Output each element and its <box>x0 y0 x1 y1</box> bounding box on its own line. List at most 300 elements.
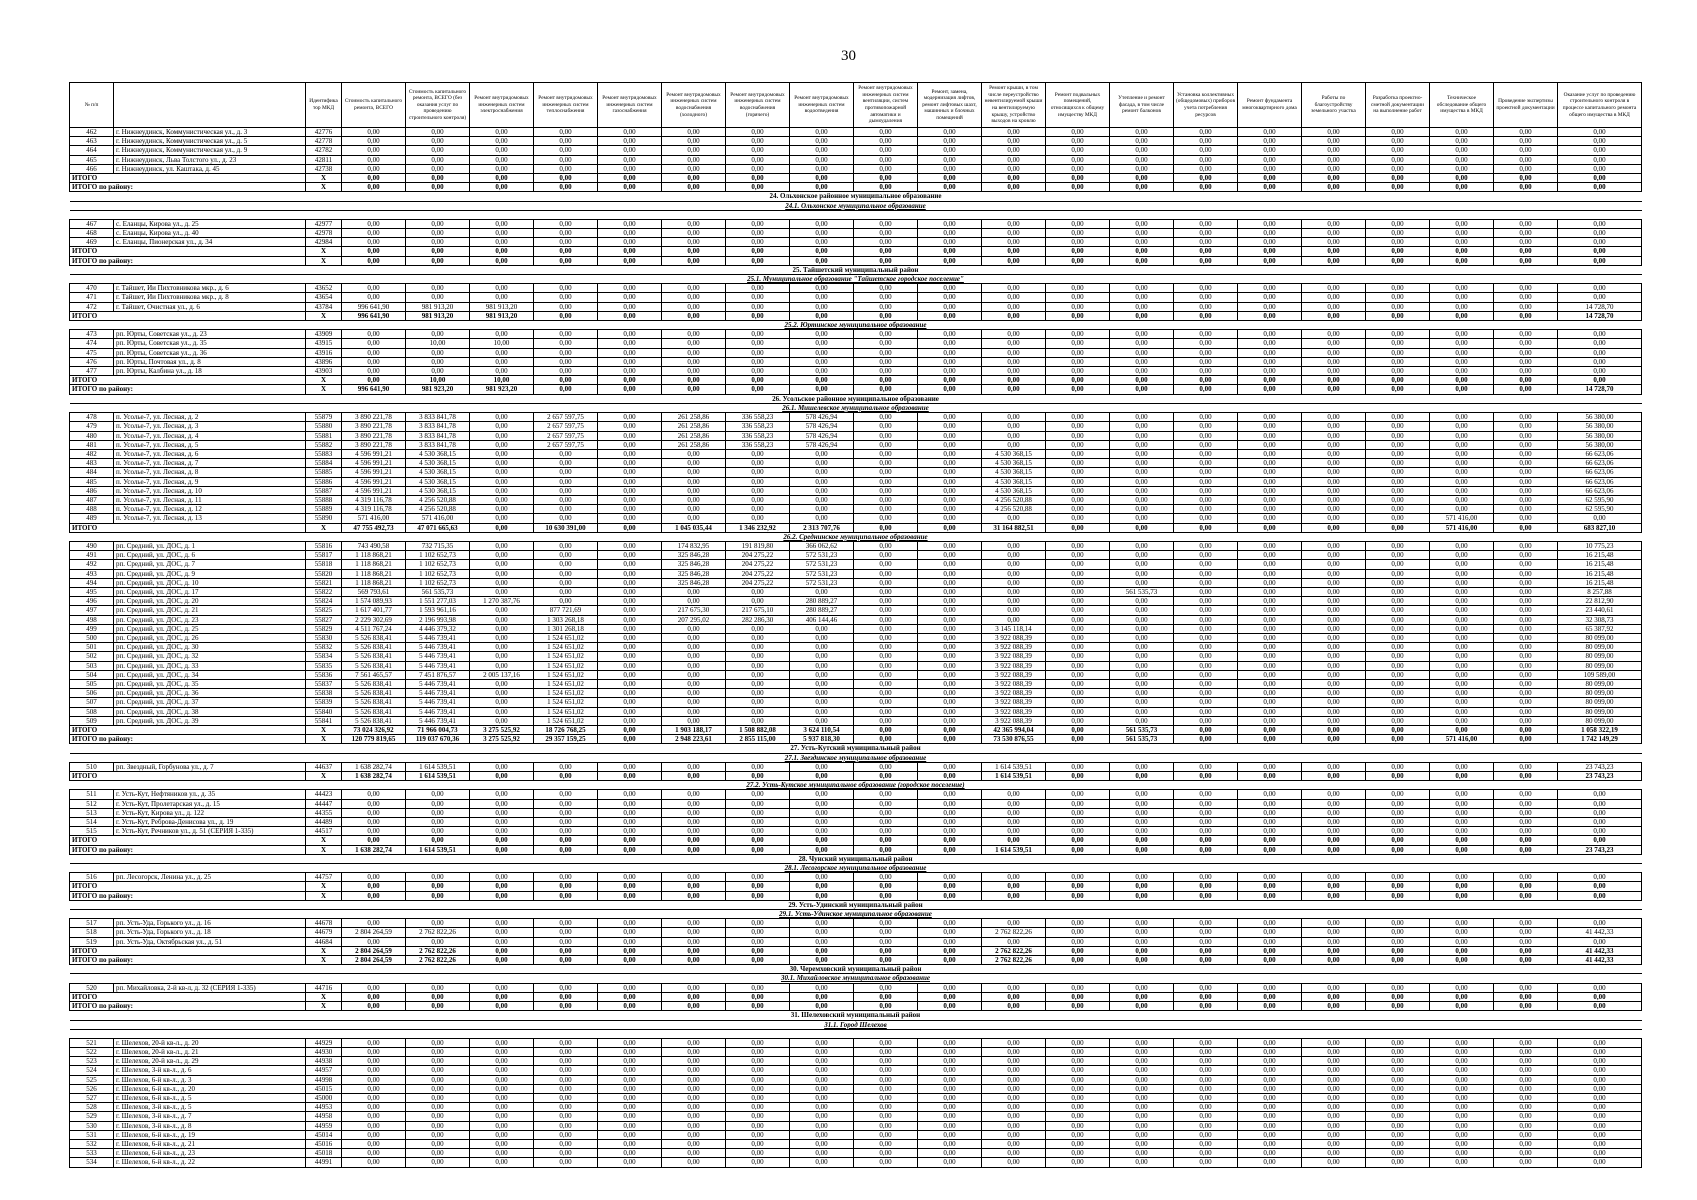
table-cell: 0,00 <box>854 1084 918 1093</box>
table-cell: 0,00 <box>534 1038 598 1047</box>
table-cell: 0,00 <box>790 367 854 376</box>
table-cell: 43915 <box>306 339 342 348</box>
table-cell: 0,00 <box>406 330 470 339</box>
table-cell: 981 913,20 <box>470 302 534 311</box>
table-cell: 0,00 <box>790 256 854 265</box>
table-cell: 501 <box>70 643 114 652</box>
table-cell: 504 <box>70 670 114 679</box>
table-cell: 0,00 <box>470 790 534 799</box>
table-cell: 0,00 <box>1110 928 1174 937</box>
table-cell: 0,00 <box>982 919 1046 928</box>
table-cell: 0,00 <box>1238 652 1302 661</box>
table-cell: 0,00 <box>726 1038 790 1047</box>
address-cell: рп. Средний, ул. ДОС, д. 32 <box>114 652 306 661</box>
table-cell: 0,00 <box>406 1084 470 1093</box>
table-cell: 0,00 <box>598 505 662 514</box>
table-cell: 0,00 <box>790 992 854 1001</box>
table-cell: 261 258,86 <box>662 440 726 449</box>
table-cell: 0,00 <box>1302 799 1366 808</box>
table-cell: 0,00 <box>534 983 598 992</box>
table-cell: 0,00 <box>726 385 790 394</box>
address-cell: г. Тайшет, Очистная ул., д. 6 <box>114 302 306 311</box>
table-cell: 3 922 088,39 <box>982 679 1046 688</box>
table-cell: 0,00 <box>1558 219 1642 228</box>
table-cell: 0,00 <box>918 670 982 679</box>
table-cell: 476 <box>70 357 114 366</box>
table-cell: 0,00 <box>918 597 982 606</box>
table-cell: 0,00 <box>1046 1130 1110 1139</box>
heading-text: 28.1. Лесогорское муниципальное образование <box>70 864 1642 873</box>
total-label: ИТОГО <box>70 882 306 891</box>
total-row <box>70 385 1642 394</box>
table-cell: 0,00 <box>1366 597 1430 606</box>
table-cell: 3 922 088,39 <box>982 698 1046 707</box>
table-cell: 0,00 <box>534 164 598 173</box>
table-cell: 0,00 <box>1430 790 1494 799</box>
table-cell: 0,00 <box>1110 679 1174 688</box>
table-cell: 0,00 <box>1494 293 1558 302</box>
table-cell: 0,00 <box>534 128 598 137</box>
table-cell: 0,00 <box>470 1084 534 1093</box>
table-cell: 0,00 <box>1046 983 1110 992</box>
table-cell: 0,00 <box>1366 311 1430 320</box>
table-cell: 0,00 <box>1430 449 1494 458</box>
table-cell: 506 <box>70 689 114 698</box>
table-cell: 4 596 991,21 <box>342 468 406 477</box>
table-cell: 0,00 <box>342 827 406 836</box>
table-cell: 0,00 <box>1046 551 1110 560</box>
table-cell: 0,00 <box>1238 256 1302 265</box>
table-cell: 0,00 <box>1558 992 1642 1001</box>
table-cell: 10 630 391,00 <box>534 523 598 532</box>
table-cell: 0,00 <box>598 661 662 670</box>
total-row <box>70 523 1642 532</box>
table-cell: 0,00 <box>1046 1075 1110 1084</box>
table-row <box>70 808 1642 817</box>
table-cell: 496 <box>70 597 114 606</box>
table-cell: 0,00 <box>918 882 982 891</box>
table-cell: 0,00 <box>1558 827 1642 836</box>
table-cell: 191 819,80 <box>726 541 790 550</box>
table-cell: 0,00 <box>918 652 982 661</box>
table-cell: 0,00 <box>662 477 726 486</box>
table-cell: 0,00 <box>982 164 1046 173</box>
total-row <box>70 882 1642 891</box>
table-row <box>70 937 1642 946</box>
table-cell: 0,00 <box>918 560 982 569</box>
table-cell: Х <box>306 772 342 781</box>
table-cell: 0,00 <box>1302 836 1366 845</box>
table-cell: 0,00 <box>1558 1093 1642 1102</box>
table-cell: 66 623,06 <box>1558 486 1642 495</box>
table-cell: 0,00 <box>1430 873 1494 882</box>
table-cell: 0,00 <box>1110 348 1174 357</box>
table-cell: 0,00 <box>854 873 918 882</box>
table-cell: 0,00 <box>982 293 1046 302</box>
table-cell: 0,00 <box>790 1084 854 1093</box>
table-cell: 1 524 651,02 <box>534 698 598 707</box>
table-cell: 0,00 <box>1366 882 1430 891</box>
table-cell: 0,00 <box>1430 440 1494 449</box>
table-cell: 0,00 <box>918 339 982 348</box>
table-cell: 0,00 <box>598 643 662 652</box>
table-cell: 0,00 <box>790 689 854 698</box>
table-cell: 0,00 <box>1174 1139 1238 1148</box>
table-cell: 0,00 <box>1110 146 1174 155</box>
table-cell: 0,00 <box>1430 348 1494 357</box>
table-cell: 0,00 <box>918 735 982 744</box>
table-cell: 0,00 <box>982 1057 1046 1066</box>
table-cell: 0,00 <box>1558 256 1642 265</box>
table-cell: 0,00 <box>534 597 598 606</box>
table-cell: 0,00 <box>726 302 790 311</box>
table-cell: 0,00 <box>1430 183 1494 192</box>
table-cell: 0,00 <box>406 1047 470 1056</box>
table-cell: 120 779 819,65 <box>342 735 406 744</box>
table-cell: 0,00 <box>982 146 1046 155</box>
table-cell: 0,00 <box>1046 873 1110 882</box>
table-cell: 0,00 <box>1174 882 1238 891</box>
address-cell: рп. Средний, ул. ДОС, д. 1 <box>114 541 306 550</box>
table-cell: 0,00 <box>1174 956 1238 965</box>
table-cell: 0,00 <box>1238 164 1302 173</box>
table-cell: 0,00 <box>598 477 662 486</box>
total-row <box>70 1002 1642 1011</box>
total-label: ИТОГО <box>70 174 306 183</box>
address-cell: п. Усолье-7, ул. Лесная, д. 5 <box>114 440 306 449</box>
table-cell: 0,00 <box>854 367 918 376</box>
table-cell: 0,00 <box>1558 1084 1642 1093</box>
table-cell: 0,00 <box>598 1158 662 1167</box>
table-cell: 0,00 <box>1558 146 1642 155</box>
table-cell: 0,00 <box>534 1084 598 1093</box>
table-cell: 0,00 <box>1430 495 1494 504</box>
table-cell: 0,00 <box>1430 477 1494 486</box>
table-cell: 0,00 <box>1046 1047 1110 1056</box>
table-cell: 0,00 <box>1046 799 1110 808</box>
table-cell: 0,00 <box>1238 726 1302 735</box>
table-cell: 523 <box>70 1057 114 1066</box>
table-cell: 0,00 <box>854 716 918 725</box>
table-cell: 0,00 <box>342 1158 406 1167</box>
table-cell: 0,00 <box>1430 146 1494 155</box>
table-cell: 0,00 <box>1110 183 1174 192</box>
address-cell: рп. Средний, ул. ДОС, д. 17 <box>114 587 306 596</box>
table-cell: 508 <box>70 707 114 716</box>
table-cell: 0,00 <box>406 238 470 247</box>
table-cell: 0,00 <box>1110 339 1174 348</box>
table-row <box>70 431 1642 440</box>
table-cell: 4 530 368,15 <box>982 486 1046 495</box>
table-cell: 0,00 <box>406 1066 470 1075</box>
table-cell: 0,00 <box>1110 624 1174 633</box>
table-cell: 0,00 <box>1174 873 1238 882</box>
total-label: ИТОГО <box>70 992 306 1001</box>
table-cell: 0,00 <box>1430 1121 1494 1130</box>
table-cell: 0,00 <box>470 1149 534 1158</box>
table-cell: 0,00 <box>1366 836 1430 845</box>
table-cell: 0,00 <box>1430 560 1494 569</box>
table-cell: 0,00 <box>406 183 470 192</box>
table-cell: 0,00 <box>726 1112 790 1121</box>
table-cell: 4 596 991,21 <box>342 477 406 486</box>
table-cell: 0,00 <box>534 891 598 900</box>
table-cell: 0,00 <box>1238 1130 1302 1139</box>
table-cell: 0,00 <box>1238 146 1302 155</box>
table-cell: 0,00 <box>662 983 726 992</box>
table-cell: 0,00 <box>726 238 790 247</box>
table-cell: 0,00 <box>1494 238 1558 247</box>
table-cell: 0,00 <box>1046 928 1110 937</box>
table-cell: 0,00 <box>1174 1121 1238 1130</box>
table-cell: 0,00 <box>1238 735 1302 744</box>
table-cell: 0,00 <box>1494 845 1558 854</box>
table-cell: 0,00 <box>1366 505 1430 514</box>
total-label: ИТОГО по району: <box>70 735 306 744</box>
table-cell: 0,00 <box>1558 155 1642 164</box>
table-cell: 55886 <box>306 477 342 486</box>
table-cell: 0,00 <box>1494 698 1558 707</box>
table-cell: 0,00 <box>1302 689 1366 698</box>
table-cell: 217 675,10 <box>726 606 790 615</box>
table-cell: 0,00 <box>1430 541 1494 550</box>
table-cell: 41 442,33 <box>1558 928 1642 937</box>
table-cell: 0,00 <box>1366 992 1430 1001</box>
table-cell: 0,00 <box>726 468 790 477</box>
table-cell: 0,00 <box>1174 679 1238 688</box>
table-cell: 0,00 <box>406 799 470 808</box>
table-cell: 0,00 <box>790 919 854 928</box>
table-cell: 0,00 <box>982 808 1046 817</box>
table-cell: 55834 <box>306 652 342 661</box>
table-cell: 0,00 <box>1430 578 1494 587</box>
table-cell: 0,00 <box>1110 523 1174 532</box>
table-cell: 0,00 <box>1366 348 1430 357</box>
table-cell: 466 <box>70 164 114 173</box>
table-cell: 0,00 <box>342 1112 406 1121</box>
table-cell: 0,00 <box>534 1130 598 1139</box>
table-cell: 0,00 <box>726 1084 790 1093</box>
table-cell: 23 743,23 <box>1558 762 1642 771</box>
table-cell: 0,00 <box>918 928 982 937</box>
table-cell: 0,00 <box>534 845 598 854</box>
table-row <box>70 495 1642 504</box>
table-cell: 0,00 <box>1558 339 1642 348</box>
table-cell: 0,00 <box>726 670 790 679</box>
table-cell: 0,00 <box>1238 624 1302 633</box>
table-row <box>70 790 1642 799</box>
table-cell: 0,00 <box>918 128 982 137</box>
table-cell: 0,00 <box>726 137 790 146</box>
table-cell: 0,00 <box>1110 477 1174 486</box>
table-cell: 0,00 <box>1174 449 1238 458</box>
table-cell: 0,00 <box>598 928 662 937</box>
table-cell: 0,00 <box>406 919 470 928</box>
table-cell: 0,00 <box>790 1121 854 1130</box>
table-cell: 0,00 <box>854 219 918 228</box>
table-cell: 0,00 <box>854 615 918 624</box>
table-cell: 5 446 739,41 <box>406 633 470 642</box>
table-cell: 0,00 <box>726 808 790 817</box>
table-cell: 0,00 <box>1046 155 1110 164</box>
table-cell: 0,00 <box>534 505 598 514</box>
table-cell: 0,00 <box>1110 422 1174 431</box>
address-cell: рп. Юрты, Советская ул., д. 35 <box>114 339 306 348</box>
table-cell: 0,00 <box>1110 1057 1174 1066</box>
table-cell: 0,00 <box>1302 633 1366 642</box>
table-row <box>70 560 1642 569</box>
table-cell: 513 <box>70 808 114 817</box>
table-cell: 0,00 <box>1494 937 1558 946</box>
table-cell: Х <box>306 836 342 845</box>
address-cell: г. Шелехов, 6-й кв-л., д. 5 <box>114 1093 306 1102</box>
table-cell: 571 416,00 <box>342 514 406 523</box>
table-cell: 0,00 <box>662 238 726 247</box>
table-cell: 0,00 <box>1494 1002 1558 1011</box>
table-cell: 0,00 <box>1430 882 1494 891</box>
table-cell: 0,00 <box>1174 919 1238 928</box>
table-cell: 0,00 <box>1238 679 1302 688</box>
table-cell: 0,00 <box>1494 311 1558 320</box>
table-cell: 0,00 <box>534 219 598 228</box>
address-cell: г. Усть-Кут, Нефтяников ул., д. 35 <box>114 790 306 799</box>
spacer-cell <box>70 210 1642 219</box>
table-cell: 0,00 <box>854 1002 918 1011</box>
table-cell: 0,00 <box>470 284 534 293</box>
table-cell: 0,00 <box>1046 707 1110 716</box>
table-cell: 0,00 <box>982 1149 1046 1158</box>
table-cell: 0,00 <box>1110 155 1174 164</box>
table-cell: 0,00 <box>854 541 918 550</box>
table-cell: 0,00 <box>1494 1121 1558 1130</box>
table-cell: 0,00 <box>470 551 534 560</box>
table-cell: 0,00 <box>790 845 854 854</box>
table-cell: 0,00 <box>1174 946 1238 955</box>
table-cell: 0,00 <box>1494 799 1558 808</box>
table-cell: 0,00 <box>854 992 918 1001</box>
table-cell: 0,00 <box>470 1047 534 1056</box>
table-cell: 510 <box>70 762 114 771</box>
table-cell: 0,00 <box>1558 1047 1642 1056</box>
address-cell: рп. Средний, ул. ДОС, д. 35 <box>114 679 306 688</box>
table-cell: 0,00 <box>1494 606 1558 615</box>
table-cell: 0,00 <box>598 827 662 836</box>
table-cell: 0,00 <box>1366 431 1430 440</box>
table-cell: 1 524 651,02 <box>534 679 598 688</box>
table-cell: 0,00 <box>470 956 534 965</box>
table-cell: 4 530 368,15 <box>406 486 470 495</box>
column-header: Идентифика тор МКД <box>306 83 342 128</box>
table-cell: 0,00 <box>534 495 598 504</box>
table-cell: 0,00 <box>342 367 406 376</box>
table-cell: 0,00 <box>598 919 662 928</box>
column-header: Ремонт, замена, модернизация лифтов, ремонт лифтовых шахт, машинных и блочных помещений <box>918 83 982 128</box>
table-cell: 0,00 <box>726 1139 790 1148</box>
table-cell: 0,00 <box>534 1139 598 1148</box>
table-cell: 0,00 <box>790 1130 854 1139</box>
table-cell: 41 442,33 <box>1558 946 1642 955</box>
table-cell: 0,00 <box>1174 1002 1238 1011</box>
address-cell: рп. Средний, ул. ДОС, д. 21 <box>114 606 306 615</box>
table-cell: 0,00 <box>1110 137 1174 146</box>
table-cell: 0,00 <box>1366 845 1430 854</box>
table-cell: 0,00 <box>918 1149 982 1158</box>
table-cell: 44679 <box>306 928 342 937</box>
table-cell: 0,00 <box>982 1130 1046 1139</box>
table-cell: 0,00 <box>1046 578 1110 587</box>
table-cell: 0,00 <box>1558 247 1642 256</box>
table-cell: 0,00 <box>982 891 1046 900</box>
table-cell: 0,00 <box>1302 431 1366 440</box>
table-cell: 0,00 <box>918 1047 982 1056</box>
table-cell: 0,00 <box>1238 413 1302 422</box>
table-cell: 0,00 <box>1302 174 1366 183</box>
table-cell: 492 <box>70 560 114 569</box>
table-cell: 0,00 <box>1046 468 1110 477</box>
table-cell: 0,00 <box>1174 735 1238 744</box>
table-cell: 0,00 <box>342 330 406 339</box>
heading-text: 30.1. Михайловское муниципальное образование <box>70 974 1642 983</box>
table-cell: 0,00 <box>1174 339 1238 348</box>
table-cell: 0,00 <box>1558 330 1642 339</box>
table-cell: 0,00 <box>1302 247 1366 256</box>
table-cell: 0,00 <box>726 1047 790 1056</box>
table-cell: 0,00 <box>470 219 534 228</box>
table-row <box>70 219 1642 228</box>
table-cell: 66 623,06 <box>1558 468 1642 477</box>
table-cell: 0,00 <box>534 330 598 339</box>
table-cell: 0,00 <box>534 385 598 394</box>
table-cell: 0,00 <box>534 541 598 550</box>
table-cell: 0,00 <box>662 716 726 725</box>
table-cell: 0,00 <box>1430 992 1494 1001</box>
table-cell: 486 <box>70 486 114 495</box>
address-cell: рп. Средний, ул. ДОС, д. 30 <box>114 643 306 652</box>
table-cell: 2 657 597,75 <box>534 413 598 422</box>
table-cell: 0,00 <box>1238 495 1302 504</box>
table-row <box>70 514 1642 523</box>
table-cell: 0,00 <box>1302 302 1366 311</box>
table-cell: 0,00 <box>598 818 662 827</box>
table-cell: 0,00 <box>1430 422 1494 431</box>
table-cell: 0,00 <box>1366 449 1430 458</box>
table-cell: 42782 <box>306 146 342 155</box>
table-cell: 0,00 <box>598 422 662 431</box>
table-cell: 204 275,22 <box>726 578 790 587</box>
table-cell: 0,00 <box>1430 615 1494 624</box>
table-cell: 571 416,00 <box>1430 735 1494 744</box>
table-cell: 0,00 <box>1302 1139 1366 1148</box>
table-cell: 0,00 <box>598 716 662 725</box>
table-cell: 0,00 <box>1046 818 1110 827</box>
table-cell: 0,00 <box>790 1075 854 1084</box>
table-cell: 0,00 <box>406 1121 470 1130</box>
table-cell: 0,00 <box>470 606 534 615</box>
table-cell: 0,00 <box>598 1103 662 1112</box>
table-cell: 0,00 <box>470 587 534 596</box>
table-cell: 0,00 <box>662 1121 726 1130</box>
table-cell: 0,00 <box>982 330 1046 339</box>
table-cell: 0,00 <box>854 1038 918 1047</box>
table-cell: 0,00 <box>1558 1075 1642 1084</box>
table-cell: 0,00 <box>1110 1075 1174 1084</box>
table-cell: 0,00 <box>1174 551 1238 560</box>
table-cell: 0,00 <box>1110 1038 1174 1047</box>
table-cell: 996 641,90 <box>342 302 406 311</box>
table-cell: 0,00 <box>854 155 918 164</box>
table-cell: 0,00 <box>1302 219 1366 228</box>
table-cell: 0,00 <box>854 735 918 744</box>
